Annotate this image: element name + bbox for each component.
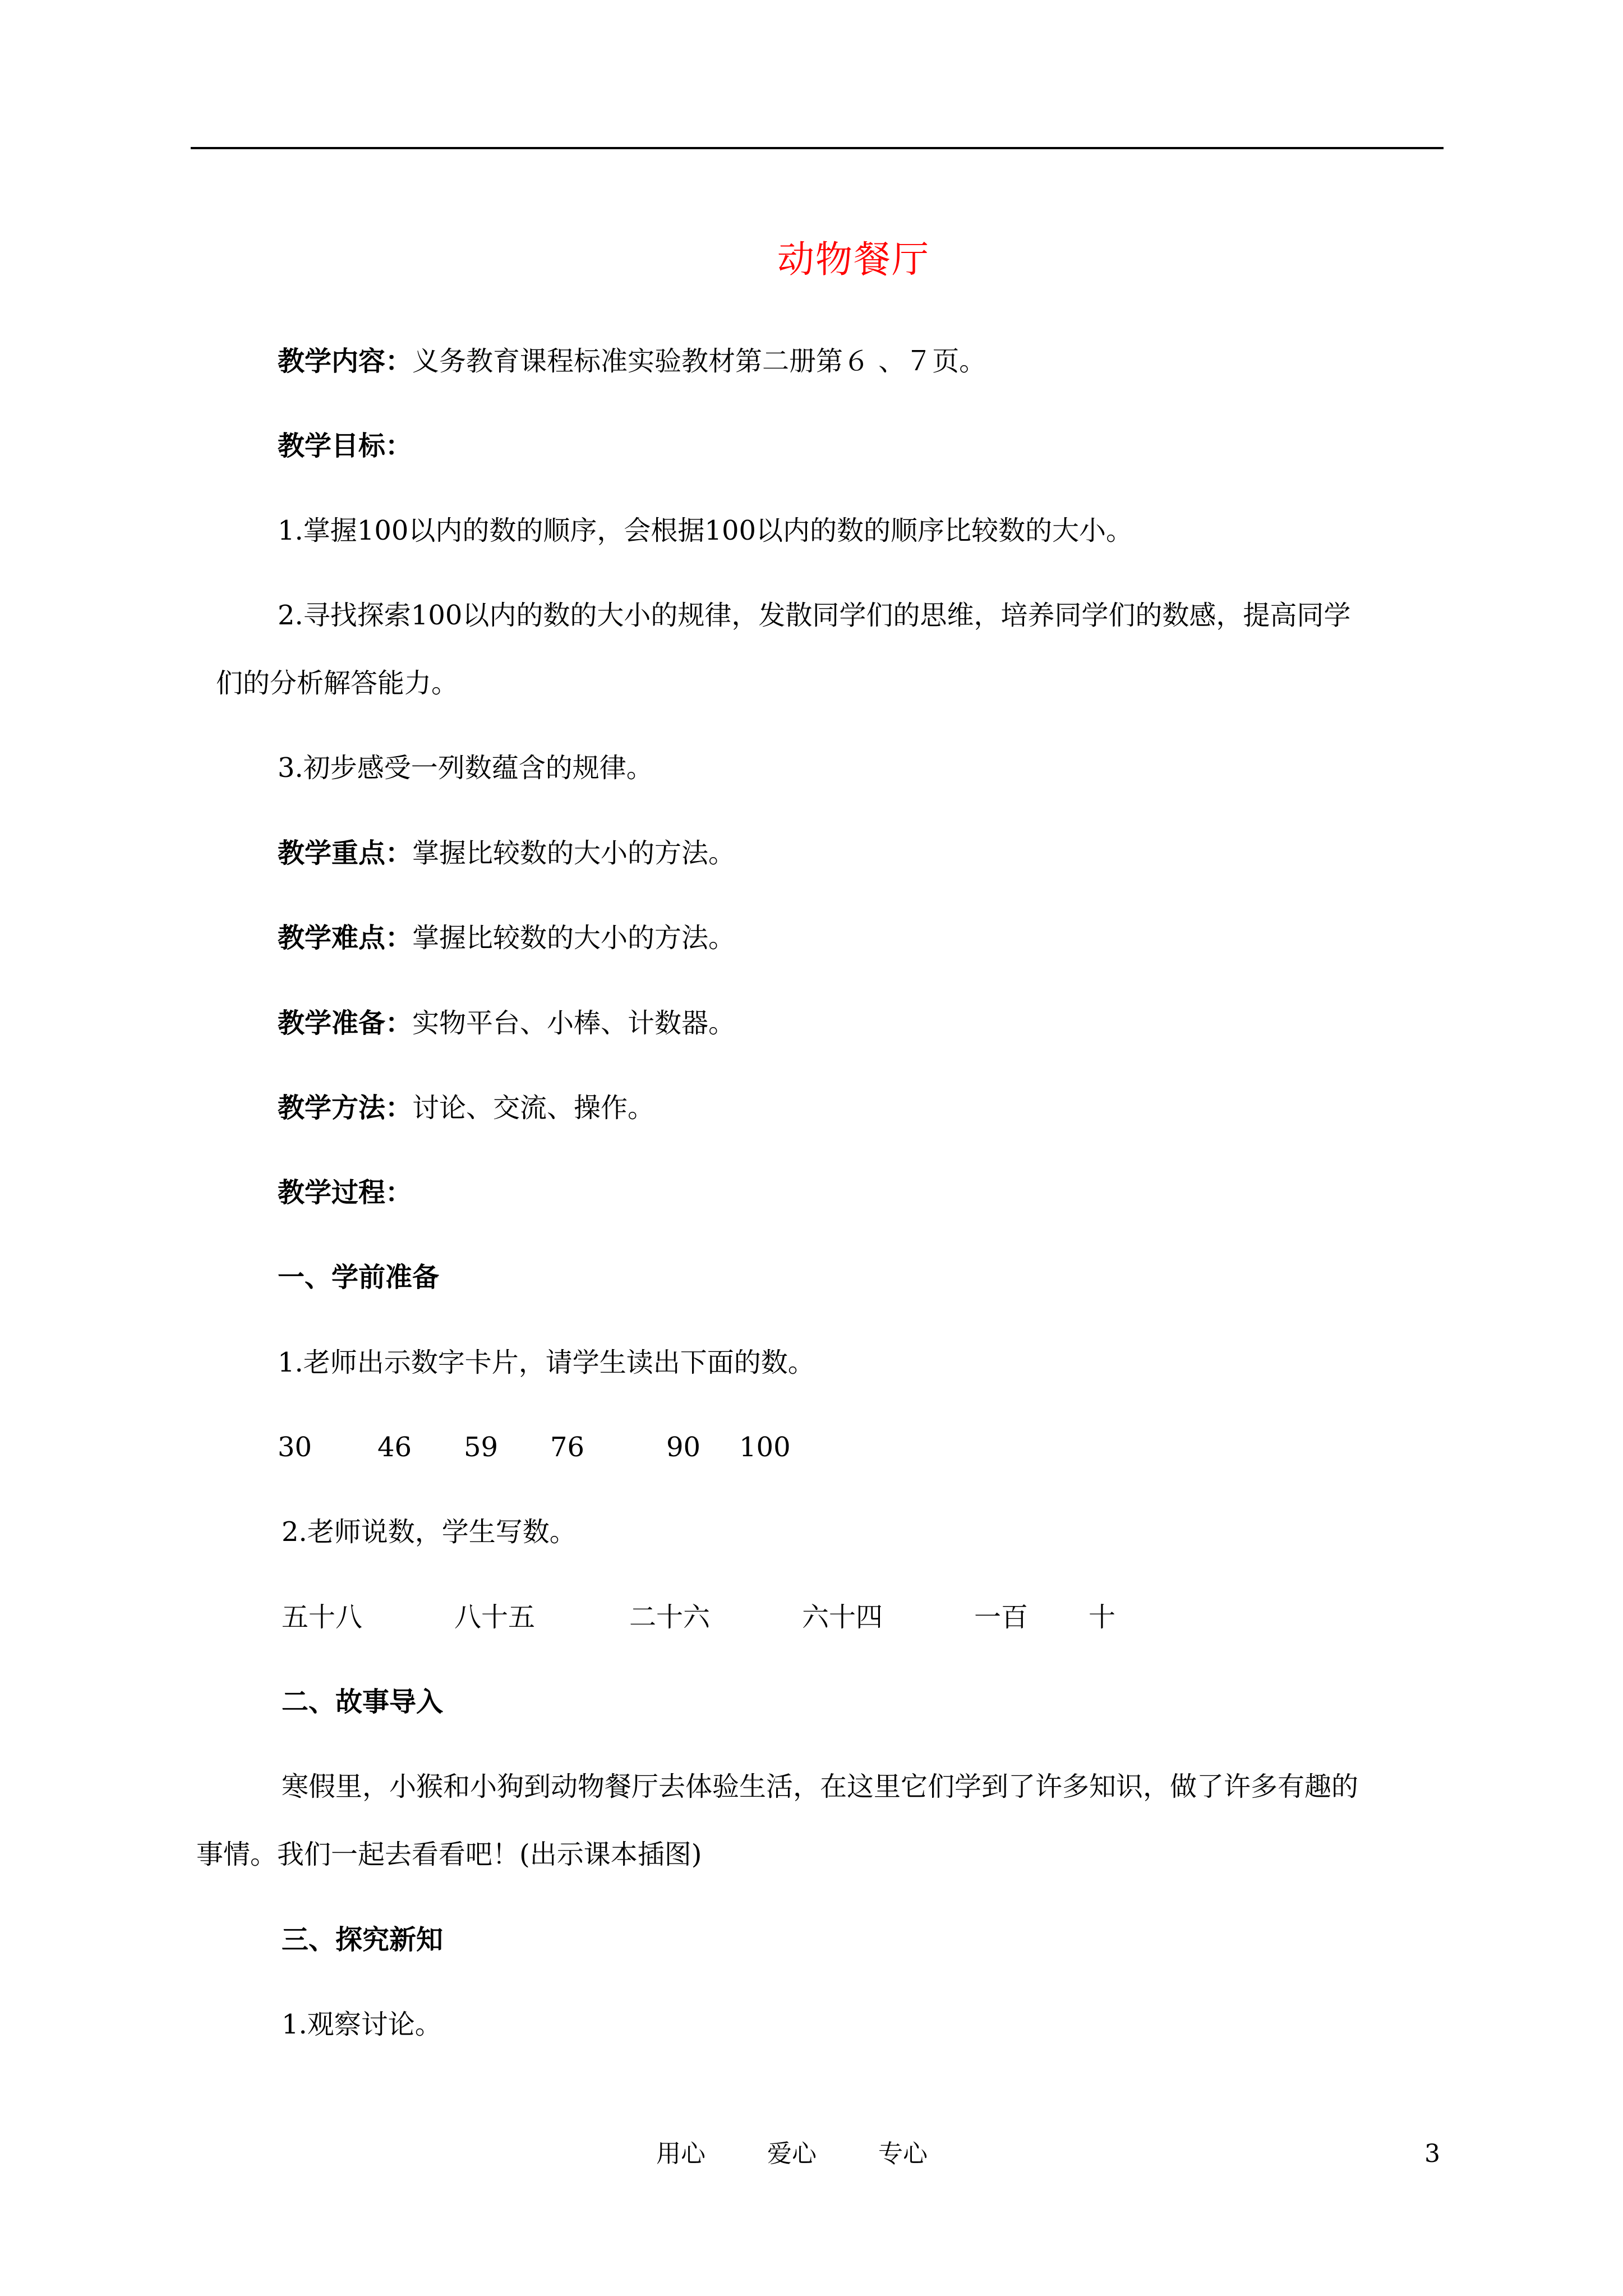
spoken-number: 八十五 bbox=[454, 1602, 536, 1633]
preparation-text: 实物平台、小棒、计数器。 bbox=[412, 1007, 736, 1039]
number-cards bbox=[0, 1429, 1623, 1465]
content-label: 教学内容： bbox=[278, 346, 413, 377]
section1-heading: 一、学前准备 bbox=[278, 1262, 440, 1293]
method-label: 教学方法： bbox=[278, 1092, 413, 1124]
key-point-line bbox=[278, 835, 735, 871]
objective-3: 3.初步感受一列数蕴含的规律。 bbox=[278, 752, 653, 784]
spoken-number: 一百 bbox=[974, 1602, 1029, 1633]
objective-1: 1.掌握100以内的数的顺序，会根据100以内的数的顺序比较数的大小。 bbox=[278, 515, 1133, 546]
difficulty-line bbox=[278, 920, 735, 956]
spoken-number: 六十四 bbox=[802, 1602, 883, 1633]
difficulty-label: 教学难点： bbox=[278, 922, 413, 954]
number-card: 46 bbox=[377, 1432, 412, 1463]
preparation-label: 教学准备： bbox=[278, 1007, 413, 1039]
section2-heading: 二、故事导入 bbox=[282, 1686, 444, 1718]
footer-word: 爱心 bbox=[767, 2139, 817, 2168]
section2-paragraph-line1: 寒假里，小猴和小狗到动物餐厅去体验生活，在这里它们学到了许多知识，做了许多有趣的 bbox=[282, 1771, 1359, 1802]
header-rule bbox=[191, 147, 1444, 149]
process-label: 教学过程： bbox=[278, 1177, 413, 1208]
objective-2-continued: 们的分析解答能力。 bbox=[216, 668, 459, 699]
section3-heading: 三、探究新知 bbox=[282, 1924, 444, 1955]
difficulty-text: 掌握比较数的大小的方法。 bbox=[412, 922, 736, 954]
key-point-label: 教学重点： bbox=[278, 838, 413, 869]
number-card: 59 bbox=[464, 1432, 499, 1463]
spoken-number: 五十八 bbox=[282, 1602, 363, 1633]
footer-word: 专心 bbox=[878, 2139, 928, 2168]
objective-2: 2.寻找探索100以内的数的大小的规律，发散同学们的思维，培养同学们的数感，提高同学 bbox=[278, 600, 1351, 631]
section1-step2: 2.老师说数，学生写数。 bbox=[282, 1516, 577, 1548]
page-title: 动物餐厅 bbox=[777, 238, 930, 281]
content-line bbox=[278, 343, 986, 379]
method-text: 讨论、交流、操作。 bbox=[412, 1092, 655, 1124]
spoken-numbers bbox=[0, 1599, 1623, 1635]
number-card: 76 bbox=[550, 1432, 585, 1463]
number-card: 100 bbox=[739, 1432, 791, 1463]
key-point-text: 掌握比较数的大小的方法。 bbox=[412, 838, 736, 869]
section2-paragraph-line2: 事情。我们一起去看看吧！(出示课本插图) bbox=[196, 1839, 702, 1870]
footer-word: 用心 bbox=[656, 2139, 706, 2168]
spoken-number: 十 bbox=[1089, 1602, 1116, 1633]
page-number: 3 bbox=[1424, 2139, 1440, 2168]
number-card: 90 bbox=[666, 1432, 701, 1463]
section1-step1: 1.老师出示数字卡片，请学生读出下面的数。 bbox=[278, 1347, 815, 1378]
method-line bbox=[278, 1090, 654, 1126]
content-text: 义务教育课程标准实验教材第二册第６ 、７页。 bbox=[412, 346, 986, 377]
section3-step1: 1.观察讨论。 bbox=[282, 2009, 442, 2040]
spoken-number: 二十六 bbox=[629, 1602, 711, 1633]
number-card: 30 bbox=[278, 1432, 312, 1463]
objectives-label: 教学目标： bbox=[278, 430, 413, 462]
preparation-line bbox=[278, 1005, 735, 1041]
